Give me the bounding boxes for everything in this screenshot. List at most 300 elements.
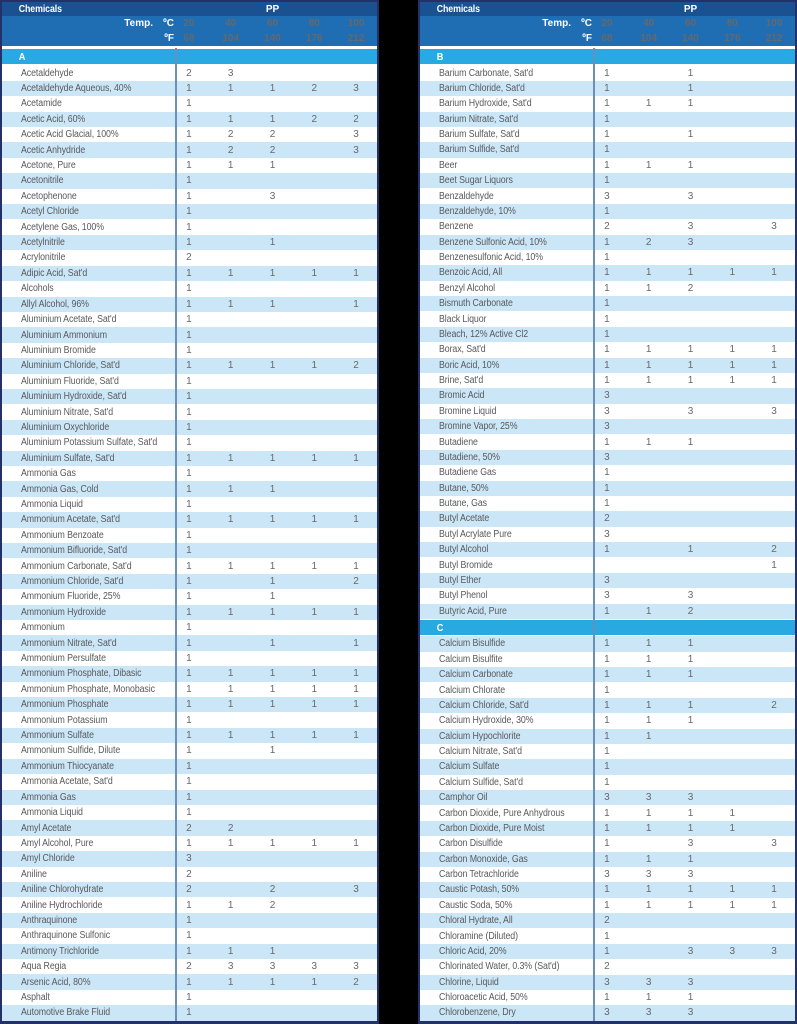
rating-value-4 xyxy=(753,68,795,79)
rating-value-1 xyxy=(210,792,252,803)
rating-value-0: 1 xyxy=(186,314,192,326)
table-row xyxy=(2,96,377,111)
rating-value-3 xyxy=(711,298,753,309)
rating-value-0: 2 xyxy=(604,915,610,927)
rating-value-2: 3 xyxy=(687,236,694,248)
rating-value-0: 1 xyxy=(604,129,610,141)
rating-value-1 xyxy=(628,931,670,942)
rating-value-3: 1 xyxy=(311,267,318,279)
rating-value-1: 1 xyxy=(645,359,652,371)
table-row xyxy=(2,112,377,127)
table-row xyxy=(2,127,377,142)
rating-value-1 xyxy=(210,869,252,880)
rating-value-3 xyxy=(711,654,753,665)
chemical-name: Acetamide xyxy=(21,98,62,110)
chemical-name: Barium Sulfate, Sat'd xyxy=(439,129,520,141)
rating-value-3: 1 xyxy=(311,360,318,372)
rating-value-3 xyxy=(711,590,753,601)
rating-value-3: 1 xyxy=(311,560,318,572)
rating-value-4 xyxy=(335,761,377,772)
table-row xyxy=(2,204,377,219)
fahrenheit-symbol: ºF xyxy=(164,33,174,44)
rating-value-4: 1 xyxy=(771,884,777,896)
rating-value-3 xyxy=(711,467,753,478)
table-row xyxy=(420,419,795,434)
rating-value-1: 1 xyxy=(227,83,234,95)
rating-value-1 xyxy=(628,777,670,788)
rating-value-3 xyxy=(711,777,753,788)
rating-value-4 xyxy=(753,746,795,757)
rating-value-1: 1 xyxy=(645,98,652,110)
rating-value-1 xyxy=(210,191,252,202)
table-row xyxy=(420,959,795,974)
rating-value-2: 1 xyxy=(687,67,694,79)
rating-value-0: 1 xyxy=(186,421,192,433)
rating-value-3 xyxy=(711,498,753,509)
rating-value-2 xyxy=(252,545,294,556)
rating-value-2 xyxy=(252,992,294,1003)
chemical-name: Butane, 50% xyxy=(439,482,489,494)
celsius-value-3: 80 xyxy=(308,18,320,29)
rating-value-4 xyxy=(753,761,795,772)
table-row xyxy=(2,281,377,296)
rating-value-3: 1 xyxy=(311,976,318,988)
rating-value-2 xyxy=(670,329,712,340)
rating-value-1 xyxy=(210,638,252,649)
rating-value-0: 1 xyxy=(186,745,192,757)
rating-value-1: 1 xyxy=(645,159,652,171)
rating-value-3 xyxy=(293,499,335,510)
rating-value-3 xyxy=(293,591,335,602)
rating-value-3 xyxy=(711,700,753,711)
chemical-name: Carbon Tetrachloride xyxy=(439,869,519,881)
rating-value-3 xyxy=(711,129,753,140)
rating-value-3 xyxy=(293,437,335,448)
table-row xyxy=(2,805,377,820)
chemical-name: Ammonium Hydroxide xyxy=(21,606,106,618)
rating-value-1 xyxy=(210,545,252,556)
rating-value-1 xyxy=(628,544,670,555)
rating-value-4 xyxy=(753,191,795,202)
chemical-name: Calcium Chloride, Sat'd xyxy=(439,699,529,711)
rating-value-3: 2 xyxy=(311,83,318,95)
table-row xyxy=(2,774,377,789)
rating-value-4 xyxy=(753,114,795,125)
celsius-value-1: 40 xyxy=(225,18,237,29)
rating-value-4 xyxy=(335,191,377,202)
rating-value-0: 1 xyxy=(186,175,192,187)
chemical-name: Aluminium Ammonium xyxy=(21,329,107,341)
chemical-name: Ammonium Benzoate xyxy=(21,529,104,541)
chemical-name: Butadiene, 50% xyxy=(439,451,500,463)
table-row xyxy=(420,928,795,943)
rating-value-2 xyxy=(252,175,294,186)
rating-value-0: 3 xyxy=(604,451,610,463)
rating-value-2: 2 xyxy=(687,282,694,294)
rating-value-3: 1 xyxy=(729,899,736,911)
table-row xyxy=(2,65,377,80)
rating-value-3 xyxy=(293,823,335,834)
chemical-name: Ammonium Acetate, Sat'd xyxy=(21,514,120,526)
chemical-name: Aniline xyxy=(21,868,47,880)
rating-value-4: 1 xyxy=(353,514,359,526)
table-row xyxy=(2,374,377,389)
rating-value-2 xyxy=(252,653,294,664)
chemical-name: Bromic Acid xyxy=(439,390,485,402)
rating-value-1: 1 xyxy=(645,899,652,911)
chemical-name: Automotive Brake Fluid xyxy=(21,1007,111,1019)
rating-value-2: 3 xyxy=(687,976,694,988)
rating-value-0: 1 xyxy=(186,637,192,649)
rating-value-1 xyxy=(210,468,252,479)
rating-value-1 xyxy=(210,745,252,756)
rating-value-1 xyxy=(210,776,252,787)
rating-value-1: 1 xyxy=(227,360,234,372)
rating-value-0: 3 xyxy=(604,405,610,417)
rating-value-1 xyxy=(628,560,670,571)
rating-value-3 xyxy=(711,221,753,232)
rating-value-4: 2 xyxy=(353,576,359,588)
table-row xyxy=(420,204,795,219)
table-row xyxy=(2,389,377,404)
chemical-name: Carbon Monoxide, Gas xyxy=(439,853,528,865)
celsius-value-3: 80 xyxy=(726,18,738,29)
chemical-name: Benzaldehyde xyxy=(439,190,494,202)
rating-value-3 xyxy=(293,545,335,556)
rating-value-3 xyxy=(293,345,335,356)
table-row xyxy=(2,512,377,527)
chemical-name: Ammonium xyxy=(21,622,65,634)
rating-value-0: 3 xyxy=(604,590,610,602)
rating-value-3 xyxy=(293,222,335,233)
rating-value-0: 1 xyxy=(604,884,610,896)
chemical-name: Barium Sulfide, Sat'd xyxy=(439,144,520,156)
rating-value-0: 1 xyxy=(604,436,610,448)
rating-value-1 xyxy=(210,407,252,418)
rating-value-0: 1 xyxy=(186,360,192,372)
rating-value-3: 1 xyxy=(311,683,318,695)
table-row xyxy=(2,435,377,450)
chemical-name: Barium Carbonate, Sat'd xyxy=(439,67,534,79)
rating-value-3 xyxy=(711,314,753,325)
chemical-name: Alcohols xyxy=(21,283,54,295)
rating-value-3 xyxy=(711,252,753,263)
rating-value-2 xyxy=(670,144,712,155)
table-row xyxy=(420,496,795,511)
rating-value-0: 3 xyxy=(604,528,610,540)
rating-value-1 xyxy=(628,144,670,155)
rating-value-4 xyxy=(753,144,795,155)
rating-value-2: 1 xyxy=(269,668,276,680)
rating-value-4 xyxy=(753,669,795,680)
rating-value-3 xyxy=(293,145,335,156)
rating-value-0: 1 xyxy=(604,684,610,696)
rating-value-2 xyxy=(670,421,712,432)
rating-value-2 xyxy=(252,376,294,387)
chemical-name: Ammonia Liquid xyxy=(21,498,83,510)
rating-value-1 xyxy=(628,191,670,202)
rating-value-4 xyxy=(335,376,377,387)
rating-value-2: 1 xyxy=(269,113,276,125)
rating-value-3 xyxy=(293,745,335,756)
rating-value-0: 2 xyxy=(186,868,192,880)
rating-value-3 xyxy=(293,884,335,895)
section-letter: B xyxy=(436,50,444,63)
rating-value-4 xyxy=(335,98,377,109)
table-row xyxy=(420,342,795,357)
chemical-name: Benzene xyxy=(439,221,474,233)
rating-value-2: 3 xyxy=(269,961,276,973)
rating-value-1: 2 xyxy=(645,236,652,248)
rating-value-1 xyxy=(210,576,252,587)
rating-value-2: 1 xyxy=(269,976,276,988)
rating-value-4 xyxy=(335,530,377,541)
rating-value-0: 1 xyxy=(186,406,192,418)
rating-value-3 xyxy=(711,606,753,617)
rating-value-1: 1 xyxy=(227,837,234,849)
table-row xyxy=(420,404,795,419)
chemical-name: Borax, Sat'd xyxy=(439,344,486,356)
rating-value-0: 3 xyxy=(604,390,610,402)
rating-value-2 xyxy=(670,931,712,942)
rating-value-0: 1 xyxy=(186,375,192,387)
rating-value-2 xyxy=(670,560,712,571)
rating-value-1: 3 xyxy=(645,976,652,988)
rating-value-0: 3 xyxy=(604,869,610,881)
table-row xyxy=(420,388,795,403)
rating-value-2 xyxy=(670,961,712,972)
table-row xyxy=(420,235,795,250)
rating-value-4 xyxy=(753,654,795,665)
celsius-row xyxy=(420,16,795,31)
rating-value-1: 3 xyxy=(227,67,234,79)
rating-value-3 xyxy=(293,68,335,79)
rating-value-1 xyxy=(628,298,670,309)
table-row xyxy=(2,497,377,512)
rating-value-1: 1 xyxy=(227,483,234,495)
rating-value-0: 1 xyxy=(186,760,192,772)
chemical-name: Barium Hydroxide, Sat'd xyxy=(439,98,532,110)
rating-value-0: 1 xyxy=(186,560,192,572)
table-row xyxy=(2,358,377,373)
rating-value-2 xyxy=(670,314,712,325)
chemical-name: Acetaldehyde Aqueous, 40% xyxy=(21,83,132,95)
table-row xyxy=(420,557,795,572)
table-row xyxy=(420,265,795,280)
table-body xyxy=(2,48,377,1021)
chemical-name: Calcium Bisulfite xyxy=(439,653,503,665)
rating-value-3 xyxy=(711,452,753,463)
chemical-name: Butyl Bromide xyxy=(439,559,493,571)
rating-value-4 xyxy=(335,391,377,402)
chemical-name: Aluminium Sulfate, Sat'd xyxy=(21,452,115,464)
table-row xyxy=(420,805,795,820)
rating-value-4 xyxy=(753,498,795,509)
chemical-name: Aniline Chlorohydrate xyxy=(21,884,104,896)
rating-value-1 xyxy=(210,715,252,726)
rating-value-0: 1 xyxy=(186,668,192,680)
chemical-name: Bromine Liquid xyxy=(439,405,497,417)
table-row xyxy=(420,142,795,157)
rating-value-2 xyxy=(252,252,294,263)
rating-value-2 xyxy=(670,252,712,263)
table-row xyxy=(420,729,795,744)
rating-value-4 xyxy=(753,777,795,788)
table-row xyxy=(420,759,795,774)
rating-value-2 xyxy=(252,807,294,818)
celsius-value-4: 100 xyxy=(765,18,783,29)
rating-value-0: 1 xyxy=(604,344,610,356)
rating-value-4: 3 xyxy=(771,221,777,233)
rating-value-3 xyxy=(293,761,335,772)
rating-value-0: 1 xyxy=(186,129,192,141)
rating-value-0: 1 xyxy=(186,298,192,310)
rating-value-2: 1 xyxy=(687,344,694,356)
chemical-name: Bleach, 12% Active Cl2 xyxy=(439,328,529,340)
table-row xyxy=(420,112,795,127)
chemical-name: Black Liquor xyxy=(439,313,487,325)
chemical-name: Beer xyxy=(439,159,458,171)
rating-value-4 xyxy=(753,206,795,217)
rating-value-3 xyxy=(711,175,753,186)
rating-value-2: 1 xyxy=(687,375,694,387)
rating-value-4: 1 xyxy=(353,298,359,310)
rating-value-3 xyxy=(293,422,335,433)
rating-value-1: 1 xyxy=(227,160,234,172)
rating-value-3 xyxy=(711,191,753,202)
rating-value-2 xyxy=(252,222,294,233)
rating-value-0: 1 xyxy=(186,283,192,295)
chemical-name: Aluminium Fluoride, Sat'd xyxy=(21,375,119,387)
rating-value-3 xyxy=(293,807,335,818)
rating-value-4 xyxy=(335,283,377,294)
table-row xyxy=(420,975,795,990)
rating-value-1: 1 xyxy=(645,807,652,819)
rating-value-4: 1 xyxy=(771,359,777,371)
rating-value-3 xyxy=(711,68,753,79)
rating-value-1: 1 xyxy=(645,822,652,834)
rating-value-4 xyxy=(753,685,795,696)
chemical-name: Chloral Hydrate, All xyxy=(439,915,513,927)
rating-value-2: 1 xyxy=(269,699,276,711)
rating-value-1 xyxy=(210,653,252,664)
rating-value-4: 3 xyxy=(353,884,359,896)
table-row xyxy=(420,604,795,619)
rating-value-2: 1 xyxy=(269,591,276,603)
rating-value-3 xyxy=(293,622,335,633)
rating-value-3: 1 xyxy=(311,452,318,464)
chemical-name: Caustic Potash, 50% xyxy=(439,884,520,896)
rating-value-4: 1 xyxy=(353,699,359,711)
table-row xyxy=(420,96,795,111)
rating-value-0: 1 xyxy=(186,622,192,634)
rating-value-1: 3 xyxy=(645,1007,652,1019)
rating-value-2: 2 xyxy=(687,605,694,617)
rating-value-2: 1 xyxy=(687,82,694,94)
rating-value-1 xyxy=(210,98,252,109)
rating-value-3: 1 xyxy=(311,514,318,526)
rating-value-3 xyxy=(293,715,335,726)
table-row xyxy=(420,867,795,882)
chemical-name: Chlorine, Liquid xyxy=(439,976,499,988)
rating-value-4 xyxy=(335,776,377,787)
rating-value-0: 3 xyxy=(604,792,610,804)
rating-value-1 xyxy=(628,221,670,232)
rating-value-3: 2 xyxy=(311,113,318,125)
rating-value-3 xyxy=(293,468,335,479)
rating-value-2 xyxy=(670,761,712,772)
rating-value-4 xyxy=(753,329,795,340)
rating-value-2: 1 xyxy=(269,452,276,464)
table-row xyxy=(2,990,377,1005)
rating-value-2: 3 xyxy=(687,838,694,850)
table-row xyxy=(420,219,795,234)
rating-value-3: 1 xyxy=(729,267,736,279)
rating-value-2: 1 xyxy=(687,98,694,110)
rating-value-3 xyxy=(711,992,753,1003)
table-row xyxy=(2,81,377,96)
rating-value-0: 1 xyxy=(186,514,192,526)
rating-value-4 xyxy=(753,792,795,803)
table-row xyxy=(2,528,377,543)
table-row xyxy=(420,1005,795,1020)
rating-value-4 xyxy=(335,437,377,448)
section-header-row xyxy=(420,619,795,636)
table-row xyxy=(2,481,377,496)
table-row xyxy=(420,588,795,603)
chemical-name: Barium Nitrate, Sat'd xyxy=(439,113,519,125)
rating-value-1 xyxy=(210,622,252,633)
chemical-name: Ammonium Sulfide, Dilute xyxy=(21,745,121,757)
chemical-name: Acrylonitrile xyxy=(21,252,66,264)
rating-value-1 xyxy=(210,884,252,895)
rating-value-2: 1 xyxy=(687,359,694,371)
rating-value-4: 1 xyxy=(771,559,777,571)
rating-value-0: 1 xyxy=(186,468,192,480)
rating-value-3 xyxy=(293,129,335,140)
chemical-name: Chlorinated Water, 0.3% (Sat'd) xyxy=(439,961,560,973)
celsius-value-0: 20 xyxy=(601,18,613,29)
rating-value-1: 1 xyxy=(645,699,652,711)
rating-value-0: 1 xyxy=(604,776,610,788)
rating-value-4 xyxy=(753,961,795,972)
rating-value-0: 3 xyxy=(604,190,610,202)
rating-value-0: 1 xyxy=(186,837,192,849)
rating-value-0: 1 xyxy=(604,144,610,156)
rating-value-1 xyxy=(628,746,670,757)
rating-value-4 xyxy=(335,992,377,1003)
rating-value-4 xyxy=(753,590,795,601)
rating-value-1 xyxy=(628,946,670,957)
table-row xyxy=(420,990,795,1005)
rating-value-2 xyxy=(252,915,294,926)
rating-value-1 xyxy=(628,314,670,325)
chemical-name: Ammonia Acetate, Sat'd xyxy=(21,776,113,788)
rating-value-3 xyxy=(293,191,335,202)
rating-value-3 xyxy=(711,854,753,865)
table-row xyxy=(420,296,795,311)
rating-value-3 xyxy=(711,513,753,524)
chemical-name: Ammonia Gas, Cold xyxy=(21,483,99,495)
rating-value-3 xyxy=(293,576,335,587)
rating-value-2 xyxy=(252,283,294,294)
table-row xyxy=(420,511,795,526)
table-row xyxy=(420,311,795,326)
chemical-name: Ammonia Gas xyxy=(21,791,76,803)
chemical-name: Aluminium Hydroxide, Sat'd xyxy=(21,391,127,403)
rating-value-1 xyxy=(628,590,670,601)
rating-value-2: 1 xyxy=(687,807,694,819)
